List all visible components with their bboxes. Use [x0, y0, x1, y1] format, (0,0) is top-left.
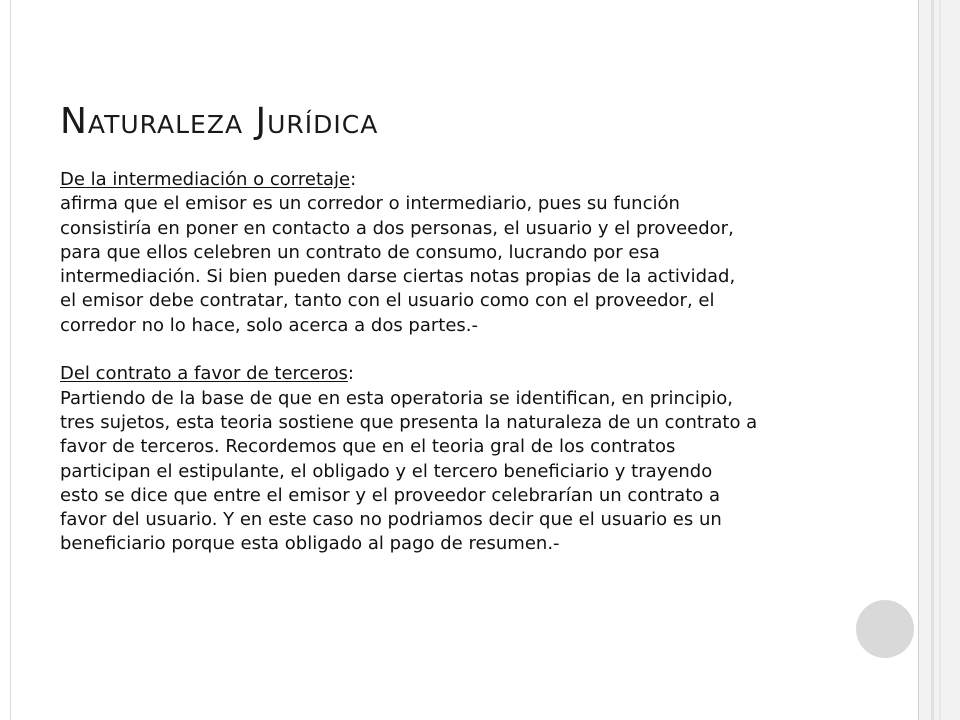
paragraph-line: favor de terceros. Recordemos que en el teoria gral de los contratos — [60, 436, 676, 458]
paragraph-line: afirma que el emisor es un corredor o intermediario, pues su función — [60, 193, 680, 215]
paragraph-line: intermediación. Si bien pueden darse ciertas notas propias de la actividad, — [60, 266, 736, 288]
paragraph-line: corredor no lo hace, solo acerca a dos partes.- — [60, 314, 479, 336]
section-heading-line — [60, 362, 910, 386]
paragraph-line: esto se dice que entre el emisor y el proveedor celebrarían un contrato a — [60, 484, 721, 506]
decorative-stripe — [939, 0, 941, 720]
section-heading: De la intermediación o corretaje — [60, 169, 351, 190]
heading-colon: : — [347, 363, 354, 385]
paragraph-line: favor del usuario. Y en este caso no podriamos decir que el usuario es un — [60, 509, 722, 531]
heading-colon: : — [350, 169, 357, 190]
paragraph-line: el emisor debe contratar, tanto con el usuario como con el proveedor, el — [60, 290, 715, 312]
paragraph-line: beneficiario porque esta obligado al pago de resumen.- — [60, 533, 560, 555]
paragraph-line: consistiría en poner en contacto a dos personas, el usuario y el proveedor, — [60, 217, 734, 239]
paragraph-line: participan el estipulante, el obligado y el tercero beneficiario y trayendo — [60, 460, 713, 482]
paragraph-line: para que ellos celebren un contrato de consumo, lucrando por esa — [60, 241, 660, 263]
decorative-stripe — [931, 0, 934, 720]
slide-title: Naturaleza Jurídica — [60, 101, 379, 142]
paragraph-line: tres sujetos, esta teoria sostiene que presenta la naturaleza de un contrato a — [60, 411, 758, 433]
section-spacer — [60, 338, 910, 362]
paragraph-line: Partiendo de la base de que en esta operatoria se identifican, en principio, — [60, 387, 734, 409]
left-divider — [10, 0, 11, 720]
section-heading-line — [60, 168, 910, 192]
slide-body — [60, 168, 910, 557]
right-decorative-band — [918, 0, 960, 720]
section-heading: Del contrato a favor de terceros — [60, 363, 348, 385]
decorative-circle — [856, 600, 914, 658]
